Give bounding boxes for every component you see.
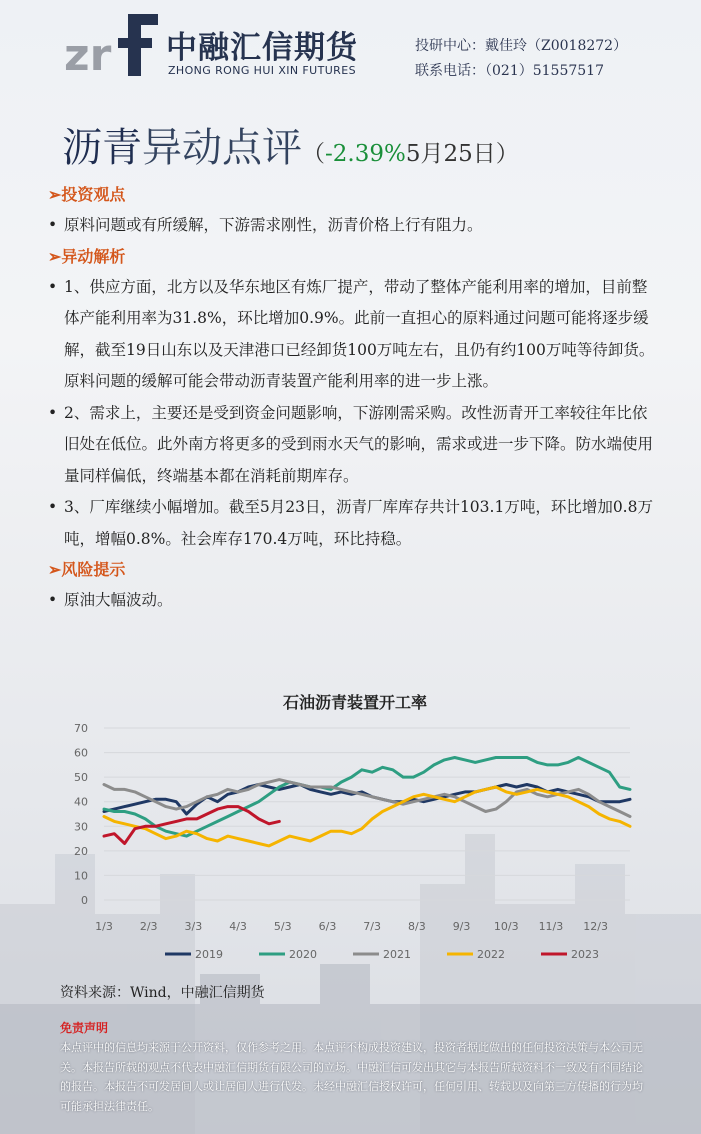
chart-svg (70, 688, 640, 968)
x-tick-label: 9/3 (452, 920, 471, 933)
view-heading: ➢投资观点 (48, 185, 126, 204)
x-tick-label: 3/3 (184, 920, 203, 933)
title-change: -2.39% (325, 141, 406, 167)
bullet: • (48, 403, 58, 422)
y-tick-label: 70 (74, 722, 88, 735)
y-tick-label: 10 (74, 869, 88, 883)
x-tick-label: 4/3 (229, 920, 247, 933)
title-main: 沥青 (62, 125, 142, 171)
title-date: 5月25日） (405, 141, 519, 167)
title-paren: （ (302, 141, 325, 167)
view-paragraph (48, 210, 658, 242)
x-tick-label: 10/3 (493, 920, 519, 933)
bullet: • (48, 498, 58, 516)
analysis-paragraph-1 (48, 272, 658, 398)
bullet: • (48, 277, 58, 296)
phone-line: 联系电话：（021）51557517 (415, 63, 604, 79)
disclaimer-text: 本点评中的信息均来源于公开资料，仅作参考之用。本点评不构成投资建议，投资者据此做出的任何投资决策与本公司无关。本报告所载的观点不代表中融汇信期货有限公司的立场。中融汇信可发出其它与本报告所载资料不一致及有不同结论的报告。本报告不可发居间人或让居间人进行代发。未经中融汇信授权许可，任何引用、转载以及向第三方传播的行为均可能承担法律责任。 (60, 1041, 643, 1113)
disclaimer-title: 免责声明 (60, 1021, 109, 1035)
view-text: 原料问题或有所缓解，下游需求刚性，沥青价格上行有阻力。 (64, 216, 483, 234)
legend-label-2023: 2023 (571, 948, 599, 961)
risk-paragraph (48, 585, 658, 617)
analyst-line: 投研中心：戴佳玲（Z0018272） (415, 38, 628, 54)
legend-label-2019: 2019 (195, 948, 223, 961)
company-name-cn: 中融汇信期货 (166, 30, 358, 66)
x-tick-label: 8/3 (407, 920, 426, 933)
x-tick-label: 5/3 (273, 920, 292, 933)
series-line-2019 (104, 785, 630, 815)
x-tick-label: 6/3 (318, 920, 337, 933)
analysis-paragraph-2 (48, 398, 658, 493)
data-source: 资料来源：Wind，中融汇信期货 (60, 985, 265, 1001)
legend-label-2022: 2022 (477, 948, 505, 961)
y-tick-label: 40 (74, 795, 88, 809)
bullet: • (48, 216, 58, 234)
report-content (48, 180, 658, 617)
risk-text: 原油大幅波动。 (64, 591, 173, 609)
analysis-heading: ➢异动解析 (48, 246, 126, 266)
zrf-logo-mark (62, 12, 160, 78)
title-sub: 异动点评 (142, 125, 302, 171)
analysis-paragraph-3 (48, 492, 658, 555)
analysis-text-1: 1、供应方面，北方以及华东地区有炼厂提产，带动了整体产能利用率的增加，目前整体产能利用率为31.8%，环比增加0.9%。此前一直担心的原料通过问题可能将逐步缓解，截至19日山东以及天津港口已经卸货100万吨左右，且仍有约100万吨等待卸货。原料问题的缓解可能会带动沥青装置产能利用率的进一步上涨。 (64, 277, 655, 390)
y-tick-label: 30 (74, 820, 88, 834)
x-tick-label: 12/3 (583, 920, 608, 933)
legend-label-2020: 2020 (289, 948, 317, 961)
contact-info (415, 34, 627, 84)
x-tick-label: 1/3 (95, 920, 113, 933)
x-tick-label: 2/3 (139, 920, 158, 933)
analysis-text-3: 3、厂库继续小幅增加。截至5月23日，沥青厂库库存共计103.1万吨，环比增加0.8万吨，增幅0.8%。社会库存170.4万吨，环比持稳。 (64, 498, 653, 548)
risk-heading: ➢风险提示 (48, 560, 126, 579)
bullet: • (48, 591, 58, 609)
page-title (62, 116, 519, 173)
y-tick-label: 50 (74, 771, 88, 785)
x-tick-label: 7/3 (363, 920, 382, 933)
legend-label-2021: 2021 (383, 948, 411, 961)
company-name-en: ZHONG RONG HUI XIN FUTURES (168, 64, 356, 77)
company-logo-block (62, 12, 382, 82)
utilization-chart (70, 688, 640, 968)
y-tick-label: 60 (74, 746, 88, 760)
chart-title: 石油沥青装置开工率 (282, 693, 428, 712)
x-tick-label: 11/3 (538, 920, 564, 933)
y-tick-label: 0 (81, 894, 88, 907)
analysis-text-2: 2、需求上，主要还是受到资金问题影响，下游刚需采购。改性沥青开工率较往年比依旧处在低位。此外南方将更多的受到雨水天气的影响，需求或进一步下降。防水端使用量同样偏低，终端基本都在消耗前期库存。 (64, 403, 654, 485)
svg-text:zr: zr (64, 30, 112, 78)
y-tick-label: 20 (74, 844, 88, 858)
